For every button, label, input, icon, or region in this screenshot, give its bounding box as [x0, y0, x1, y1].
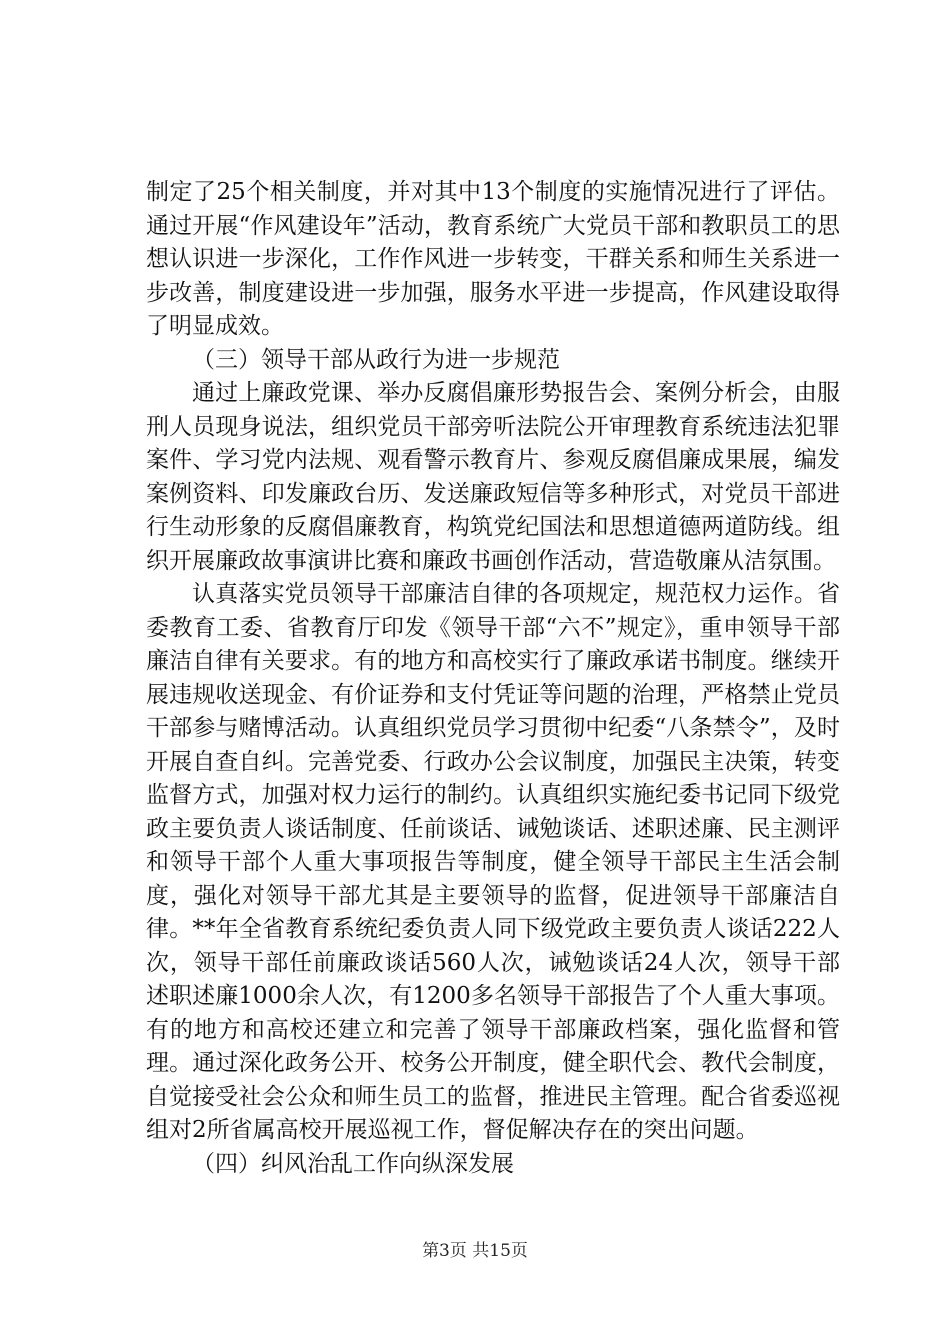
paragraph-education: 通过上廉政党课、举办反腐倡廉形势报告会、案例分析会，由服刑人员现身说法，组织党员干部旁听法院公开审理教育系统违法犯罪案件、学习党内法规、观看警示教育片、参观反腐倡廉成果展，编发案例资料、印发廉政台历、发送廉政短信等多种形式，对党员干部进行生动形象的反腐倡廉教育，构筑党纪国法和思想道德两道防线。组织开展廉政故事演讲比赛和廉政书画创作活动，营造敬廉从洁氛围。: [146, 380, 840, 574]
section-heading-4: （四）纠风治乱工作向纵深发展: [192, 1150, 514, 1177]
section-heading-3: （三）领导干部从政行为进一步规范: [192, 346, 560, 373]
paragraph-continuation: 制定了25个相关制度，并对其中13个制度的实施情况进行了评估。通过开展“作风建设年”活动，教育系统广大党员干部和教职员工的思想认识进一步深化，工作作风进一步转变，干群关系和师生关系进一步改善，制度建设进一步加强，服务水平进一步提高，作风建设取得了明显成效。: [146, 179, 840, 339]
page-number-footer: 第3页 共15页: [422, 1241, 528, 1261]
paragraph-self-discipline: 认真落实党员领导干部廉洁自律的各项规定，规范权力运作。省委教育工委、省教育厅印发《领导干部“六不”规定》，重申领导干部廉洁自律有关要求。有的地方和高校实行了廉政承诺书制度。继续开展违规收送现金、有价证券和支付凭证等问题的治理，严格禁止党员干部参与赌博活动。认真组织党员学习贯彻中纪委“八条禁令”，及时开展自查自纠。完善党委、行政办公会议制度，加强民主决策，转变监督方式，加强对权力运行的制约。认真组织实施纪委书记同下级党政主要负责人谈话制度、任前谈话、诫勉谈话、述职述廉、民主测评和领导干部个人重大事项报告等制度，健全领导干部民主生活会制度，强化对领导干部尤其是主要领导的监督，促进领导干部廉洁自律。**年全省教育系统纪委负责人同下级党政主要负责人谈话222人次，领导干部任前廉政谈话560人次，诫勉谈话24人次，领导干部述职述廉1000余人次，有1200多名领导干部报告了个人重大事项。有的地方和高校还建立和完善了领导干部廉政档案，强化监督和管理。通过深化政务公开、校务公开制度，健全职代会、教代会制度，自觉接受社会公众和师生员工的监督，推进民主管理。配合省委巡视组对2所省属高校开展巡视工作，督促解决存在的突出问题。: [146, 581, 840, 1143]
document-body: [146, 176, 840, 1181]
